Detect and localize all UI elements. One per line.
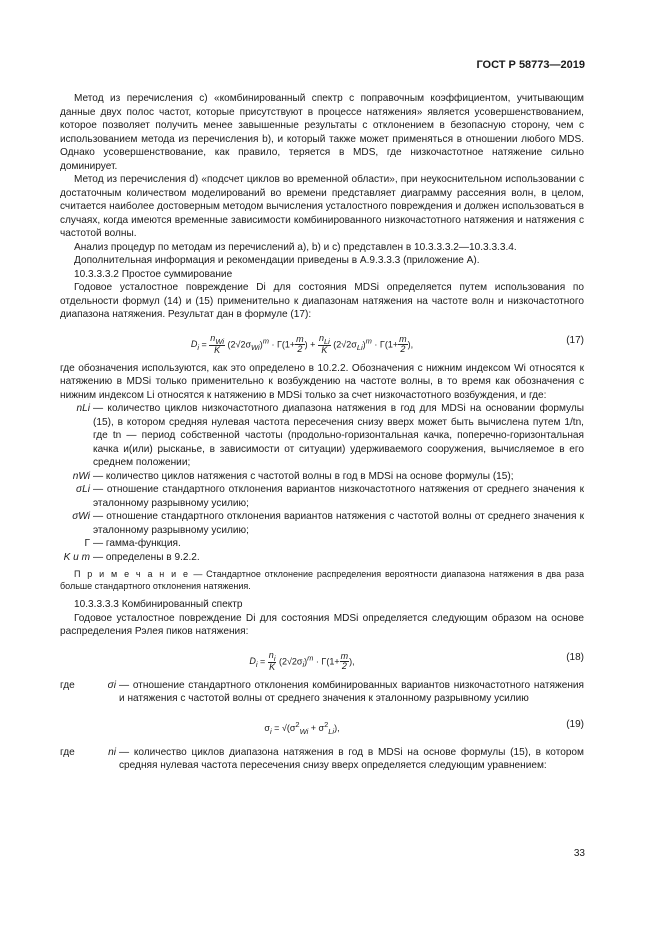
paragraph-combined: Годовое усталостное повреждение Di для состояния MDSi определяется следующим образом на основе распределения Рэлея пиков натяжения: <box>60 612 584 637</box>
formula-19-expression: $\sigma_i = √(\sigma^2_{Wi} + \sigma^2_{Li})$, <box>264 719 340 736</box>
definition-text: — количество циклов диапазона натяжения в год в MDSi на основе формулы (15), в котором средняя нулевая частота пересечения снизу вверх определяется следующим уравнением: <box>119 746 584 771</box>
note <box>60 568 584 592</box>
formula-19-number: (19) <box>566 718 584 730</box>
paragraph-analysis: Анализ процедур по методам из перечислений a), b) и c) представлен в 10.3.3.3.2—10.3.3.3.4. <box>74 241 517 253</box>
note-label: П р и м е ч а н и е <box>74 569 190 579</box>
definition-text: — отношение стандартного отклонения комбинированных вариантов низкочастотного натяжения и натяжения с частотой волны от среднего значения к эталонному разрывному усилию <box>119 679 584 704</box>
definition-symbol: nWi <box>72 470 90 482</box>
definition-symbol: σWi <box>72 511 90 522</box>
definition-text: — отношение стандартного отклонения вариантов натяжения с частотой волны от среднего значения к эталонному разрывному усилию; <box>93 511 584 536</box>
definition-symbol: σi <box>107 679 116 691</box>
section-heading-simple-sum: 10.3.3.3.2 Простое суммирование <box>74 268 233 280</box>
definition-nwi <box>60 470 584 484</box>
paragraph-annual-damage: Годовое усталостное повреждение Di для состояния MDSi определяется путем использования по отдельности формул (14) и (15) применительно к диапазонам натяжения на частоте волн и низкочастотного диапазона натяжения. Результат дан в формуле (17): <box>60 282 584 320</box>
definition-symbol: Γ <box>84 538 90 549</box>
definition-text: — количество циклов натяжения с частотой волны в год в MDSi на основе формулы (15); <box>93 470 514 482</box>
definition-symbol: σLi <box>76 484 90 495</box>
note-text: — Стандартное отклонение распределения вероятности диапазона натяжения в два раза больше стандартного отклонения натяжения. <box>60 569 584 591</box>
where-definition-n-i <box>60 746 584 773</box>
paragraph-notation: где обозначения используются, как это определено в 10.2.2. Обозначения с нижним индексом Wi относятся к натяжению в MDSi только применительно к возбуждению на частоте волны, в то время как обозначения с нижним индексом Li относятся к натяжению в MDSi только за счет низкочастотного возбуждения, и где: <box>60 362 584 401</box>
standard-header: ГОСТ Р 58773—2019 <box>476 59 585 71</box>
definition-symbol: K и m <box>63 551 90 563</box>
definition-text: — количество циклов низкочастотного диапазона натяжения в год для MDSi на основании формулы (15), в котором средняя нулевая частота пересечения снизу вверх может быть вычислена путем 1/tn, где tn — период собственной частоты (продольно-горизонтальная качка, поперечно-горизонтальная качка и(или) рысканье, в зависимости от ситуации) удерживаемого сооружения, вычисляемое в его среднем положении; <box>93 403 584 468</box>
definition-text: — гамма-функция. <box>93 538 181 549</box>
formula-17-expression: $D_i$ = $\frac{n_{Wi}}{K}$ $(2√2\sigma_{Wi})^m \cdot \Gamma(1+$ $\frac{m}{2}$ ) + $\frac{n_{Li}}{K}$ $(2√2\sigma_{Li})^m \cdot \Gamma(1+$ $\frac{m}{2}$ ), <box>190 332 414 356</box>
definition-text: — отношение стандартного отклонения вариантов низкочастотного натяжения от среднего значения к эталонному разрывному усилию; <box>93 484 584 509</box>
definition-gamma <box>60 537 584 551</box>
formula-18-number: (18) <box>566 651 584 663</box>
paragraph-method-c: Метод из перечисления c) «комбинированный спектр с поправочным коэффициентом, учитывающим данные двух полос частот, которые присутствуют в процессе натяжения» является усовершенствованием, которое позволяет получить менее завышенные результаты с отклонением в безопасную сторону, чем с использованием метода из перечисления b), и который также может применяться в отношении любого MDS. Однако усовершенствование, как правило, теряется в MDS, где низкочастотное натяжение сильно доминирует. <box>60 93 584 172</box>
formula-17-number: (17) <box>566 334 584 346</box>
where-word: где <box>60 679 75 691</box>
definition-symbol: nLi <box>76 403 90 414</box>
definition-symbol: ni <box>108 746 116 758</box>
formula-18-expression: $D_i$ = $\frac{n_i}{K}$ $(2√2\sigma_i)^m \cdot \Gamma(1+$ $\frac{m}{2}$ ), <box>249 649 355 673</box>
paragraph-additional: Дополнительная информация и рекомендации приведены в А.9.3.3.3 (приложение А). <box>74 255 480 266</box>
formula-18 <box>60 647 584 671</box>
paragraph-method-d: Метод из перечисления d) «подсчет циклов во временной области», при неукоснительном использовании с достаточным количеством моделирований во времени представляет диаграмму рассеяния волн, в целом, считается наиболее достоверным методом вычисления усталостного повреждения и должен использоваться в случаях, когда имеются временные зависимости комбинированного низкочастотного натяжения и натяжения с частотой волны. <box>60 174 584 239</box>
definition-sigma-wi <box>60 510 584 537</box>
formula-19 <box>60 714 584 738</box>
page-number: 33 <box>573 848 585 859</box>
where-word: где <box>60 746 75 758</box>
definition-k-m <box>60 551 584 565</box>
definition-sigma-li <box>60 483 584 510</box>
definition-text: — определены в 9.2.2. <box>93 551 200 563</box>
formula-17 <box>60 330 584 354</box>
definition-nli <box>60 402 584 470</box>
where-definition-sigma-i <box>60 679 584 706</box>
document-body <box>60 92 584 773</box>
section-heading-combined: 10.3.3.3.3 Комбинированный спектр <box>74 599 243 610</box>
